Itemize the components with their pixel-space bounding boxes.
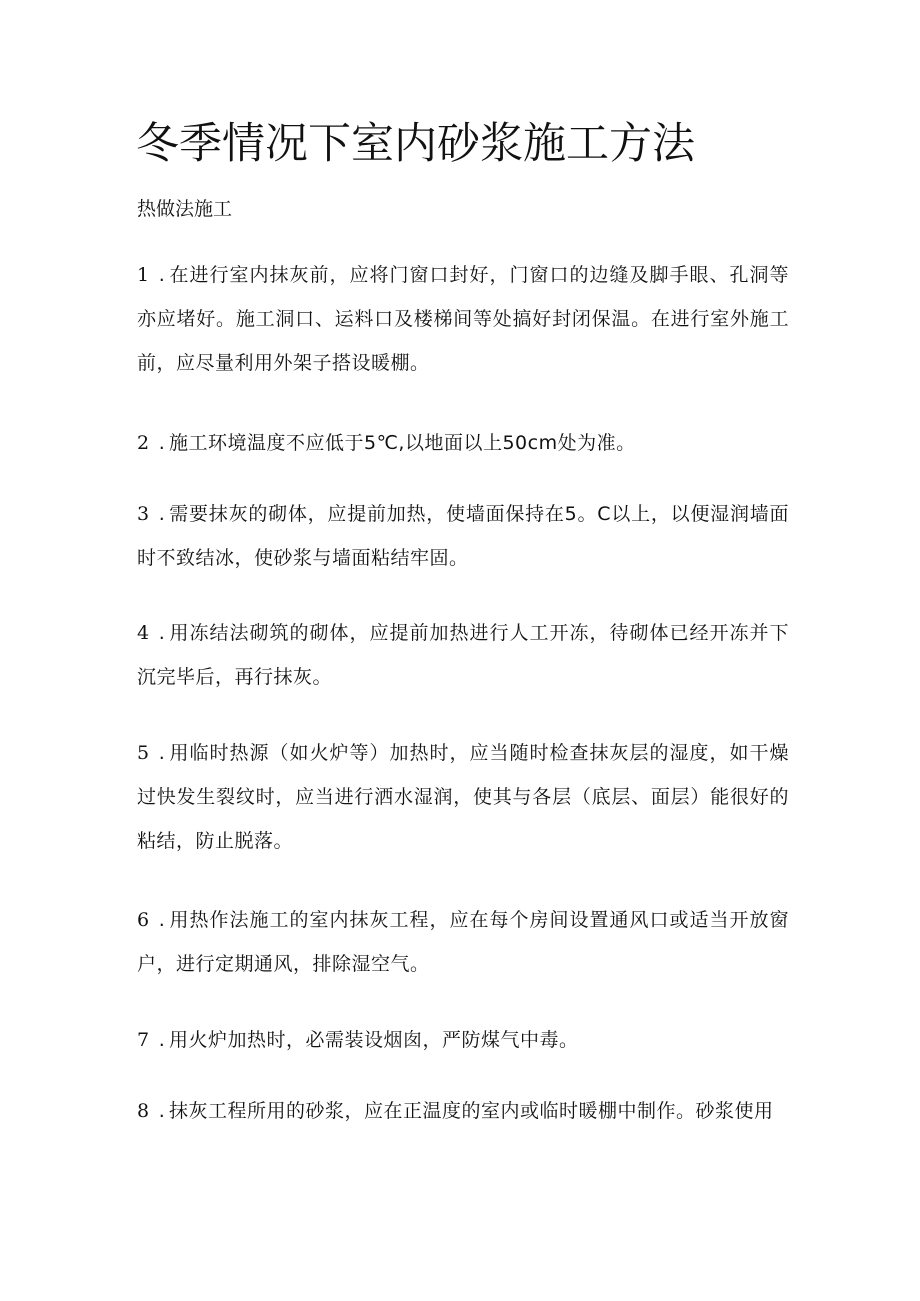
item-number: 1 [137,264,150,286]
item-separator: . [158,1029,166,1051]
item-separator: . [158,432,166,454]
item-number: 8 [137,1100,150,1122]
item-separator: . [158,742,166,764]
item-number: 6 [137,909,150,931]
item-text: 施工环境温度不应低于5℃,以地面以上50cm处为准。 [169,432,636,454]
item-text: 需要抹灰的砌体，应提前加热，使墙面保持在5。C以上，以便湿润墙面时不致结冰，使砂浆与墙面粘结牢固。 [137,503,789,569]
item-text: 用热作法施工的室内抹灰工程，应在每个房间设置通风口或适当开放窗户，进行定期通风，排除湿空气。 [137,909,789,975]
item-number: 4 [137,622,150,644]
item-separator: . [158,503,166,525]
list-item-2 [137,421,789,465]
list-item-6 [137,898,789,986]
list-item-5 [137,731,789,863]
item-text: 用火炉加热时，必需装设烟囱，严防煤气中毒。 [169,1029,579,1051]
item-text: 在进行室内抹灰前，应将门窗口封好，门窗口的边缝及脚手眼、孔洞等亦应堵好。施工洞口、运料口及楼梯间等处搞好封闭保温。在进行室外施工前，应尽量利用外架子搭设暖棚。 [137,264,789,374]
item-number: 5 [137,742,150,764]
list-item-4 [137,611,789,699]
item-separator: . [158,622,166,644]
list-item-7 [137,1018,789,1062]
item-text: 用冻结法砌筑的砌体，应提前加热进行人工开冻，待砌体已经开冻并下沉完毕后，再行抹灰。 [137,622,789,688]
section-heading: 热做法施工 [137,198,233,220]
item-separator: . [158,909,166,931]
item-number: 7 [137,1029,150,1051]
item-number: 2 [137,432,150,454]
item-separator: . [158,264,166,286]
item-text: 用临时热源（如火炉等）加热时，应当随时检查抹灰层的湿度，如干燥过快发生裂纹时，应当进行洒水湿润，使其与各层（底层、面层）能很好的粘结，防止脱落。 [137,742,789,852]
item-number: 3 [137,503,150,525]
document-title: 冬季情况下室内砂浆施工方法 [136,119,695,169]
item-text: 抹灰工程所用的砂浆，应在正温度的室内或临时暖棚中制作。砂浆使用 [169,1100,774,1122]
list-item-3 [137,492,789,580]
list-item-1 [137,253,789,385]
item-separator: . [158,1100,166,1122]
list-item-8 [137,1089,789,1133]
